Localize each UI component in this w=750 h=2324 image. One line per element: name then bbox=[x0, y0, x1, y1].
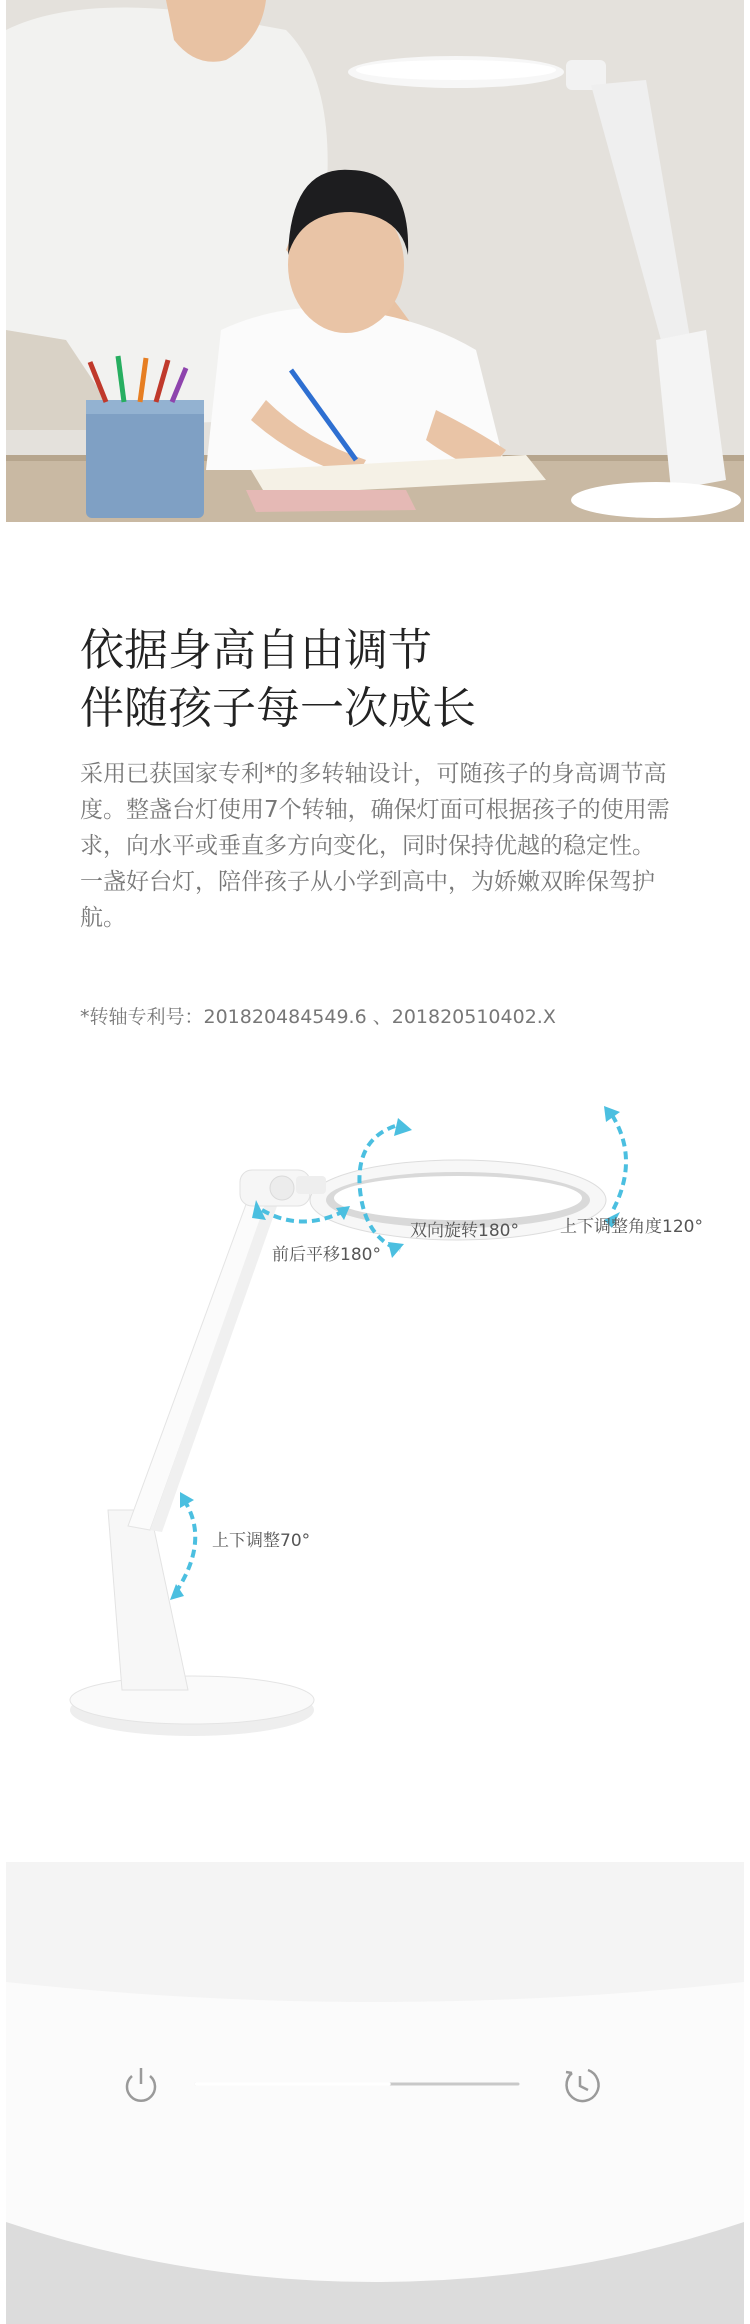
patent-footnote: *转轴专利号：201820484549.6 、201820510402.X bbox=[80, 1006, 556, 1028]
headline-line-2: 伴随孩子每一次成长 bbox=[80, 683, 476, 734]
headline-line-1: 依据身高自由调节 bbox=[80, 625, 432, 676]
control-panel-photo bbox=[6, 1862, 744, 2324]
base-arrow bbox=[176, 1500, 195, 1592]
body-copy: 采用已获国家专利*的多转轴设计，可随孩子的身高调节高度。整盏台灯使用7个转轴，确保灯面可根据孩子的使用需求，向水平或垂直多方向变化，同时保持优越的稳定性。一盏好台灯，陪伴孩子从小学到高中，为娇嫩双眸保驾护航。 bbox=[80, 761, 670, 931]
tilt-arrow bbox=[612, 1115, 626, 1212]
label-tilt: 上下调整角度120° bbox=[560, 1217, 703, 1237]
label-base: 上下调整70° bbox=[212, 1531, 311, 1551]
lamp-illustration bbox=[0, 1060, 750, 1760]
section-headline bbox=[80, 622, 680, 738]
label-slide: 前后平移180° bbox=[272, 1245, 381, 1265]
hero-photo bbox=[6, 0, 744, 522]
label-rotate: 双向旋转180° bbox=[410, 1221, 519, 1241]
control-panel-illustration bbox=[6, 1862, 744, 2324]
lamp-adjustment-diagram bbox=[0, 1060, 750, 1760]
hero-illustration bbox=[6, 0, 744, 522]
